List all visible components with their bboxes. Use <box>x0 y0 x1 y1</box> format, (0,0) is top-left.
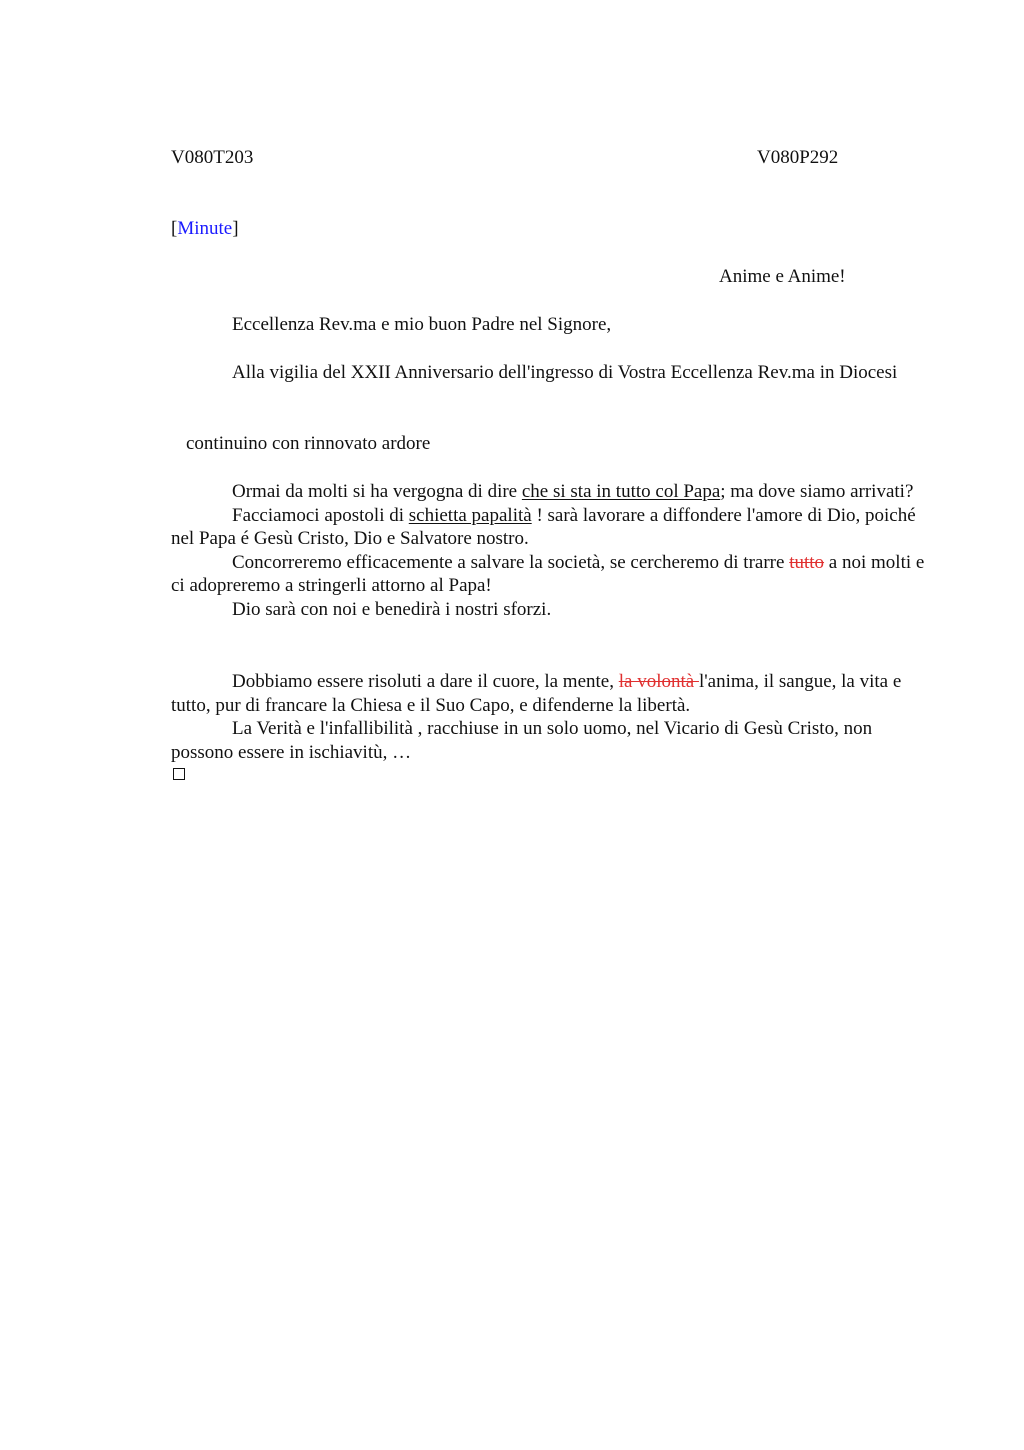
paragraph-2-text-a: Facciamoci apostoli di <box>232 504 409 526</box>
minute-close-bracket: ] <box>232 218 239 239</box>
paragraph-5-struck: la volontà <box>618 671 699 692</box>
paragraph-2-underlined: schietta papalità <box>408 504 532 526</box>
minute-open-bracket: [ <box>171 218 178 239</box>
paragraph-6: La Verità e l'infallibilità , racchiuse in un solo uomo, nel Vicario di Gesù Cristo, non possono essere in ischiavitù, … <box>171 718 873 763</box>
paragraph-5-text-b: l'anima, il sangue, la vita e tutto, pur di francare la Chiesa e il Suo Capo, e difenderne la libertà. <box>171 671 902 716</box>
paragraph-5 <box>171 670 931 717</box>
paragraph-4: Dio sarà con noi e benedirà i nostri sforzi. <box>232 598 552 620</box>
paragraph-1-text-b: ; ma dove siamo arrivati? <box>720 481 914 502</box>
body-paragraphs <box>171 480 931 622</box>
paragraph-3-text-a: Concorreremo efficacemente a salvare la società, se cercheremo di trarre <box>232 551 790 573</box>
left-code: V080T203 <box>171 147 254 168</box>
paragraph-1-text-a: Ormai da molti si ha vergogna di dire <box>232 481 522 502</box>
minute-tag <box>171 217 239 241</box>
continuation-line: continuino con rinnovato ardore <box>186 433 431 454</box>
paragraph-1 <box>171 480 931 504</box>
checkbox-square-icon <box>173 768 185 780</box>
intro-text: Alla vigilia del XXII Anniversario dell'ingresso di Vostra Eccellenza Rev.ma in Diocesi <box>232 362 898 383</box>
motto: Anime e Anime! <box>719 266 846 287</box>
paragraph-3-struck: tutto <box>789 551 825 573</box>
salutation: Eccellenza Rev.ma e mio buon Padre nel Signore, <box>232 314 612 335</box>
closing-paragraphs <box>171 670 931 764</box>
paragraph-3-text-b: a noi molti e ci adopreremo a stringerli attorno al Papa! <box>171 551 925 597</box>
intro-paragraph <box>171 361 931 385</box>
minute-label: Minute <box>177 218 233 239</box>
paragraph-2 <box>171 504 931 551</box>
right-code: V080P292 <box>757 147 839 168</box>
paragraph-5-text-a: Dobbiamo essere risoluti a dare il cuore, la mente, <box>232 671 619 692</box>
paragraph-1-underlined: che si sta in tutto col Papa <box>521 481 721 502</box>
paragraph-3 <box>171 551 931 598</box>
paragraph-2-text-b: ! sarà lavorare a diffondere l'amore di Dio, poiché nel Papa é Gesù Cristo, Dio e Salvatore nostro. <box>171 504 916 550</box>
